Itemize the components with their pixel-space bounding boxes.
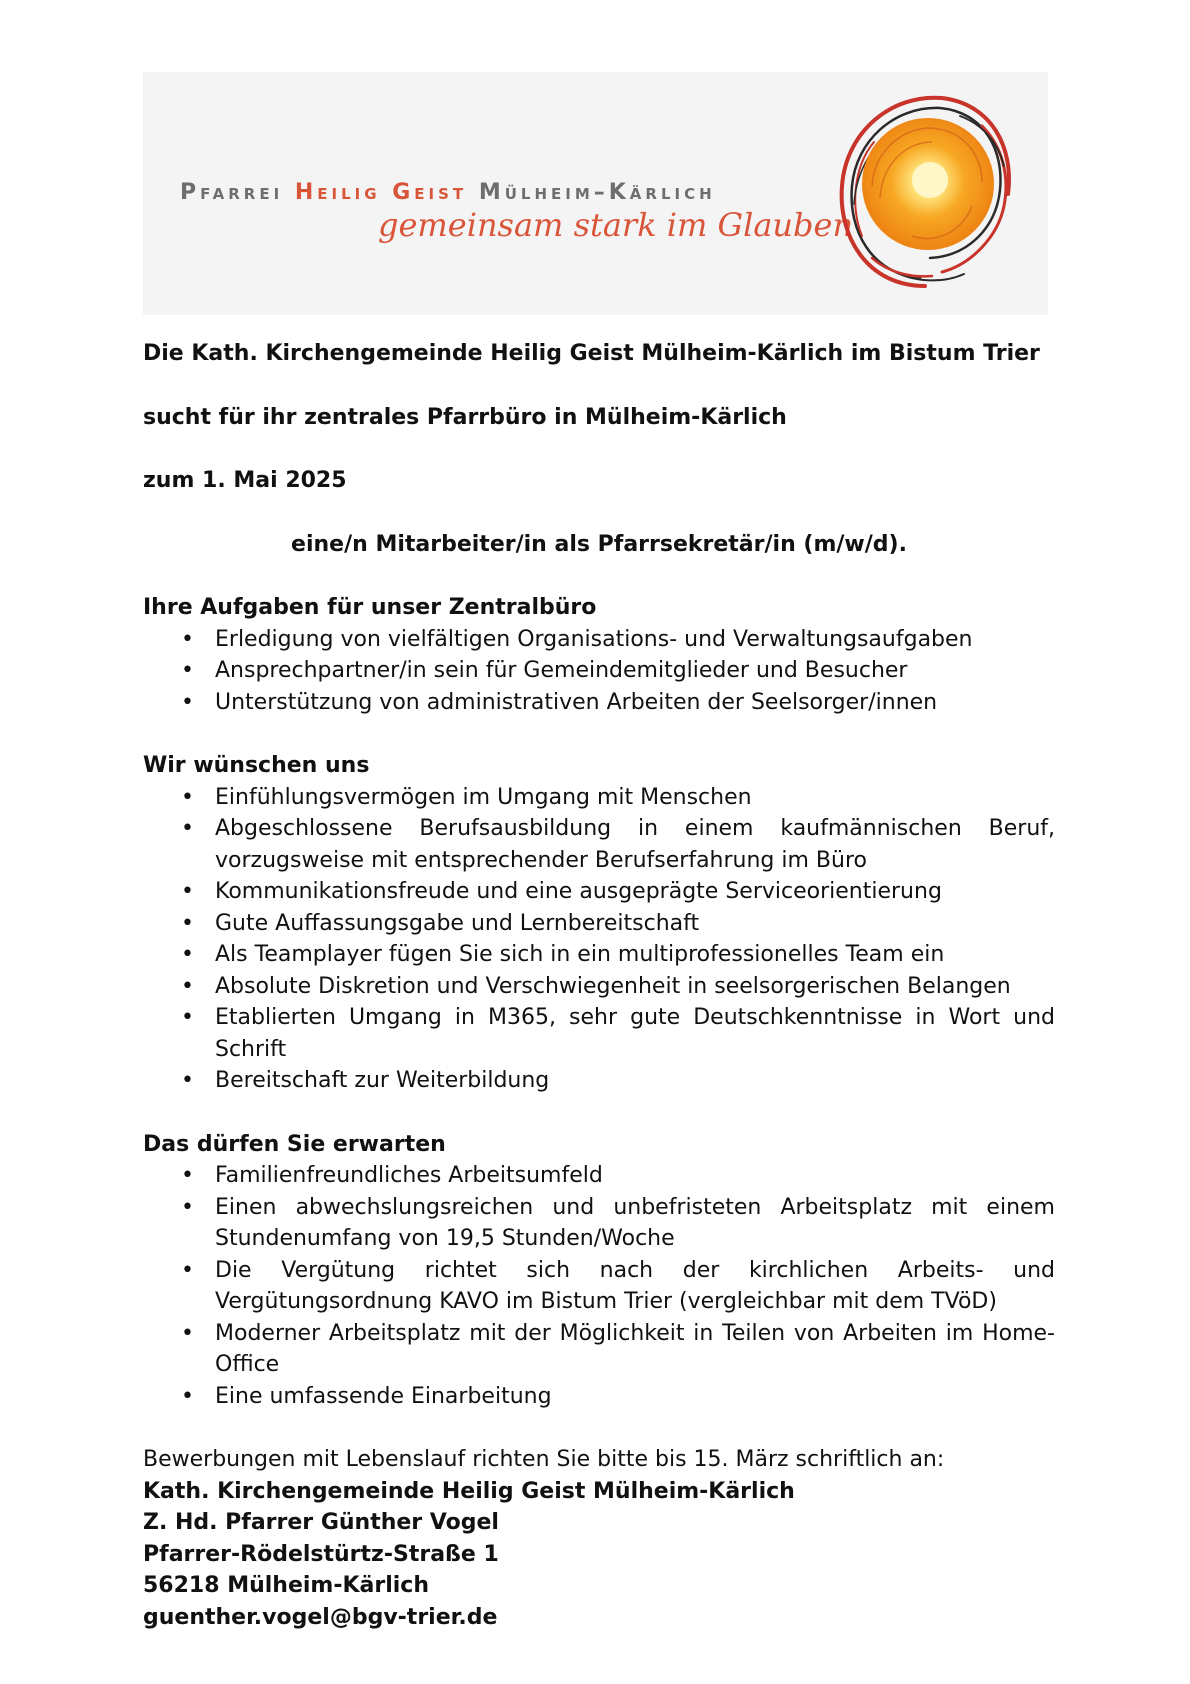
intro-line-date: zum 1. Mai 2025	[143, 468, 347, 493]
list-item: • Als Teamplayer fügen Sie sich in ein multiprofessionelles Team ein	[215, 939, 1055, 971]
list-item: • Familienfreundliches Arbeitsumfeld	[215, 1160, 1055, 1192]
list-item: • Bereitschaft zur Weiterbildung	[215, 1065, 1055, 1097]
tasks-list	[143, 624, 1055, 719]
wishes-list	[143, 782, 1055, 1097]
list-item: • Moderner Arbeitsplatz mit der Möglichkeit in Teilen von Arbeiten im Home-Office	[215, 1318, 1055, 1381]
parish-name: Pfarrei Heilig Geist Mülheim–Kärlich	[180, 180, 716, 205]
list-item: • Kommunikationsfreude und eine ausgeprägte Serviceorientierung	[215, 876, 1055, 908]
tasks-heading: Ihre Aufgaben für unser Zentralbüro	[143, 595, 597, 620]
wishes-section	[143, 750, 1055, 1097]
application-intro: Bewerbungen mit Lebenslauf richten Sie bitte bis 15. März schriftlich an:	[143, 1447, 945, 1472]
list-item: • Abgeschlossene Berufsausbildung in einem kaufmännischen Beruf, vorzugsweise mit entsprechender Berufserfahrung im Büro	[215, 813, 1055, 876]
list-item: • Absolute Diskretion und Verschwiegenheit in seelsorgerischen Belangen	[215, 971, 1055, 1003]
list-item: • Erledigung von vielfältigen Organisations- und Verwaltungsaufgaben	[215, 624, 1055, 656]
list-item: • Ansprechpartner/in sein für Gemeindemitglieder und Besucher	[215, 655, 1055, 687]
intro-line-parish: Die Kath. Kirchengemeinde Heilig Geist Mülheim-Kärlich im Bistum Trier	[143, 341, 1040, 366]
contact-email: guenther.vogel@bgv-trier.de	[143, 1604, 498, 1630]
list-item: • Einen abwechslungsreichen und unbefristeten Arbeitsplatz mit einem Stundenumfang von 19,5 Stunden/Woche	[215, 1192, 1055, 1255]
intro-line-office: sucht für ihr zentrales Pfarrbüro in Mülheim-Kärlich	[143, 404, 787, 430]
list-item: • Etablierten Umgang in M365, sehr gute Deutschkenntnisse in Wort und Schrift	[215, 1002, 1055, 1065]
address-organization: Kath. Kirchengemeinde Heilig Geist Mülheim-Kärlich	[143, 1478, 795, 1504]
wishes-heading: Wir wünschen uns	[143, 753, 370, 778]
address-street: Pfarrer-Rödelstürtz-Straße 1	[143, 1541, 499, 1567]
list-item: • Gute Auffassungsgabe und Lernbereitschaft	[215, 908, 1055, 940]
offers-section	[143, 1129, 1055, 1413]
sun-spiral-logo-icon	[832, 86, 1018, 296]
list-item: • Die Vergütung richtet sich nach der kirchlichen Arbeits- und Vergütungsordnung KAVO im Bistum Trier (vergleichbar mit dem TVöD)	[215, 1255, 1055, 1318]
parish-tagline: gemeinsam stark im Glauben	[378, 206, 854, 244]
address-city: 56218 Mülheim-Kärlich	[143, 1573, 429, 1598]
list-item: • Einfühlungsvermögen im Umgang mit Menschen	[215, 782, 1055, 814]
position-title: eine/n Mitarbeiter/in als Pfarrsekretär/in (m/w/d).	[291, 531, 907, 557]
offers-list	[143, 1160, 1055, 1412]
tasks-section	[143, 592, 1055, 718]
offers-heading: Das dürfen Sie erwarten	[143, 1131, 446, 1157]
list-item: • Unterstützung von administrativen Arbeiten der Seelsorger/innen	[215, 687, 1055, 719]
list-item: • Eine umfassende Einarbeitung	[215, 1381, 1055, 1413]
address-attention: Z. Hd. Pfarrer Günther Vogel	[143, 1510, 499, 1535]
job-posting	[143, 338, 1055, 1633]
